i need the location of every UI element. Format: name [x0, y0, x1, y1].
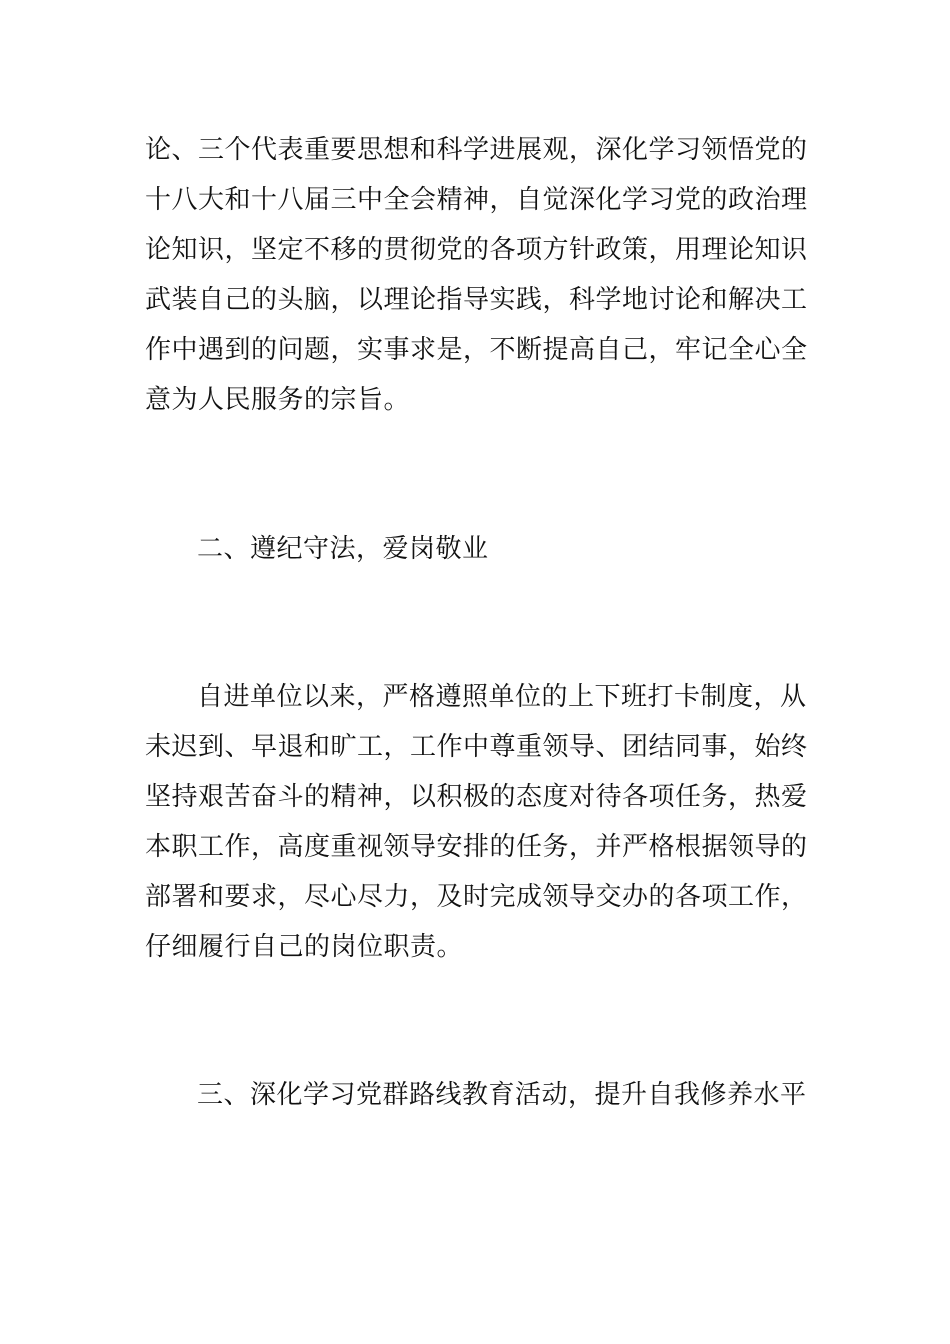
paragraph-2-line-6: 仔细履行自己的岗位职责。 [145, 932, 464, 962]
section-heading-3: 三、深化学习党群路线教育活动，提升自我修养水平 [197, 1080, 807, 1110]
paragraph-1-line-1: 论、三个代表重要思想和科学进展观，深化学习领悟党的 [145, 135, 808, 165]
section-heading-2: 二、遵纪守法，爱岗敬业 [197, 534, 489, 564]
paragraph-2-line-3: 坚持艰苦奋斗的精神，以积极的态度对待各项任务，热爱 [145, 782, 808, 812]
paragraph-2-line-2: 未迟到、早退和旷工，工作中尊重领导、团结同事，始终 [145, 732, 808, 762]
paragraph-1-line-4: 武装自己的头脑，以理论指导实践，科学地讨论和解决工 [145, 285, 808, 315]
paragraph-2-line-4: 本职工作，高度重视领导安排的任务，并严格根据领导的 [145, 832, 808, 862]
paragraph-1-line-2: 十八大和十八届三中全会精神，自觉深化学习党的政治理 [145, 185, 808, 215]
paragraph-1-line-5: 作中遇到的问题，实事求是，不断提高自己，牢记全心全 [145, 335, 808, 365]
paragraph-1-line-6: 意为人民服务的宗旨。 [145, 385, 411, 415]
paragraph-1-line-3: 论知识，坚定不移的贯彻党的各项方针政策，用理论知识 [145, 235, 808, 265]
paragraph-2-line-1: 自进单位以来，严格遵照单位的上下班打卡制度，从 [197, 682, 807, 712]
paragraph-2-line-5: 部署和要求，尽心尽力，及时完成领导交办的各项工作， [145, 882, 808, 912]
